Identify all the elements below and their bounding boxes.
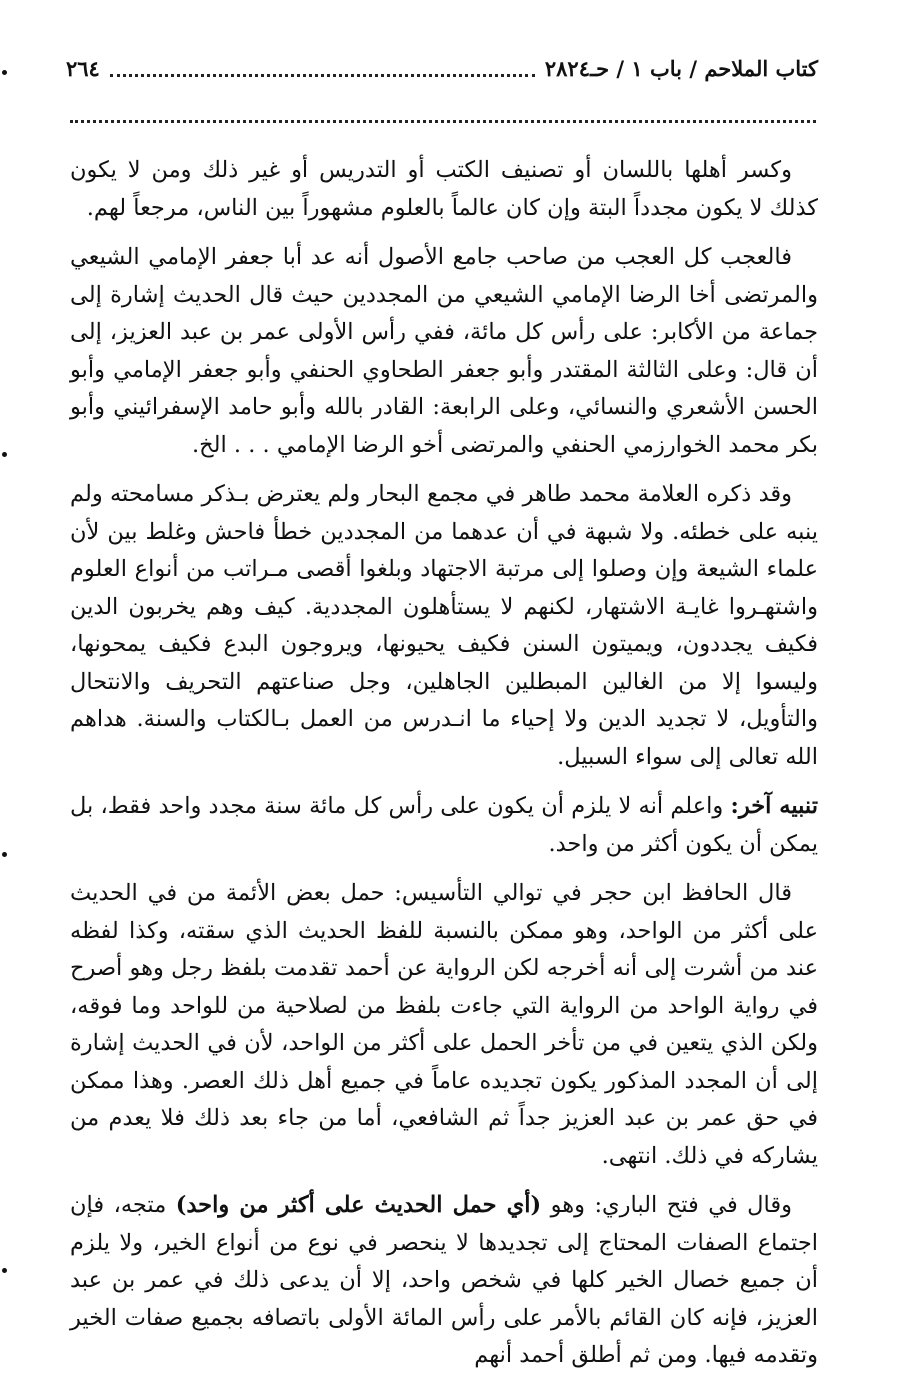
paragraph-1 xyxy=(70,152,818,227)
running-title: كتاب الملاحم / باب ١ / حـ٢٨٢٤ xyxy=(544,55,818,81)
margin-speck xyxy=(2,852,7,857)
paragraph-lead: تنبيه آخر: xyxy=(730,793,818,819)
paragraph-text: واعلم أنه لا يلزم أن يكون على رأس كل مائة سنة مجدد واحد فقط، بل يمكن أن يكون أكثر من واحد. xyxy=(70,793,818,857)
paragraph-2 xyxy=(70,239,818,464)
paragraph-bold: (أي حمل الحديث على أكثر من واحد) xyxy=(175,1192,542,1218)
body-text xyxy=(70,152,818,1387)
paragraph-text: وقد ذكره العلامة محمد طاهر في مجمع البحار ولم يعترض بـذكر مسامحته ولم ينبه على خطئه. ولا شبهة في أن عدهما من المجددين خطأ فاحش وغلط بين لأن علماء الشيعة وإن وصلوا إلى مرتبة الاجتهاد وبلغوا أقصى مـراتب من أنواع العلوم واشتهـروا غايـة الاشتهار، لكنهم لا يستأهلون المجددية. كيف وهم يخربون الدين فكيف يجددون، ويميتون السنن فكيف يحيونها، ويروجون البدع فكيف يمحونها، وليسوا إلا من الغالين المبطلين الجاهلين، وجل صناعتهم التحريف والانتحال والتأويل، لا تجديد الدين ولا إحياء ما انـدرس من العمل بـالكتاب والسنة. هداهم الله تعالى إلى سواء السبيل. xyxy=(70,481,818,770)
paragraph-text: فالعجب كل العجب من صاحب جامع الأصول أنه عد أبا جعفر الإمامي الشيعي والمرتضى أخا الرضا الإمامي الشيعي من المجددين حيث قال الحديث إشارة إلى جماعة من الأكابر: على رأس كل مائة، ففي رأس الأولى عمر بن عبد العزيز، إلى أن قال: وعلى الثالثة المقتدر وأبو جعفر الطحاوي الحنفي وأبو جعفر الإمامي وأبو الحسن الأشعري والنسائي، وعلى الرابعة: القادر بالله وأبو حامد الإسفرائيني وأبو بكر محمد الخوارزمي الحنفي والمرتضى أخو الرضا الإمامي . . . الخ. xyxy=(70,244,818,458)
paragraph-text: قال الحافظ ابن حجر في توالي التأسيس: حمل بعض الأئمة من في الحديث على أكثر من الواحد، وهو ممكن بالنسبة للفظ الحديث الذي سقته، وكذا لفظه عند من أشرت إلى أنه أخرجه لكن الرواية عن أحمد تقدمت بلفظ رجل وهو أصرح في رواية الواحد من الرواية التي جاءت بلفظ من لصلاحية من للواحد وما فوقه، ولكن الذي يتعين في من تأخر الحمل على أكثر من الواحد، لأن في الحديث إشارة إلى أن المجدد المذكور يكون تجديده عاماً في جميع أهل ذلك العصر. وهذا ممكن في حق عمر بن عبد العزيز جداً ثم الشافعي، أما من جاء بعد ذلك فلا يعدم من يشاركه في ذلك. انتهى. xyxy=(70,880,818,1169)
paragraph-5 xyxy=(70,875,818,1175)
margin-speck xyxy=(2,70,7,75)
paragraph-text: متجه، فإن اجتماع الصفات المحتاج إلى تجديدها لا ينحصر في نوع من أنواع الخير، ولا يلزم أن جميع خصال الخير كلها في شخص واحد، إلا أن يدعى ذلك في عمر بن عبد العزيز، فإنه كان القائم بالأمر على رأس المائة الأولى باتصافه بجميع صفات الخير وتقدمه فيها. ومن ثم أطلق أحمد أنهم xyxy=(70,1192,818,1368)
header-separator xyxy=(70,120,816,123)
margin-speck xyxy=(2,452,7,457)
page-header xyxy=(66,48,818,88)
paragraph-pre: وقال في فتح الباري: وهو xyxy=(541,1192,792,1218)
paragraph-text: وكسر أهلها باللسان أو تصنيف الكتب أو التدريس أو غير ذلك ومن لا يكون كذلك لا يكون مجدداً البتة وإن كان عالماً بالعلوم مشهوراً بين الناس، مرجعاً لهم. xyxy=(70,157,818,221)
paragraph-4 xyxy=(70,788,818,863)
page-number: ٢٦٤ xyxy=(66,55,100,81)
paragraph-6 xyxy=(70,1187,818,1375)
header-dot-leader xyxy=(110,60,535,77)
paragraph-3 xyxy=(70,476,818,776)
margin-speck xyxy=(2,1268,7,1273)
